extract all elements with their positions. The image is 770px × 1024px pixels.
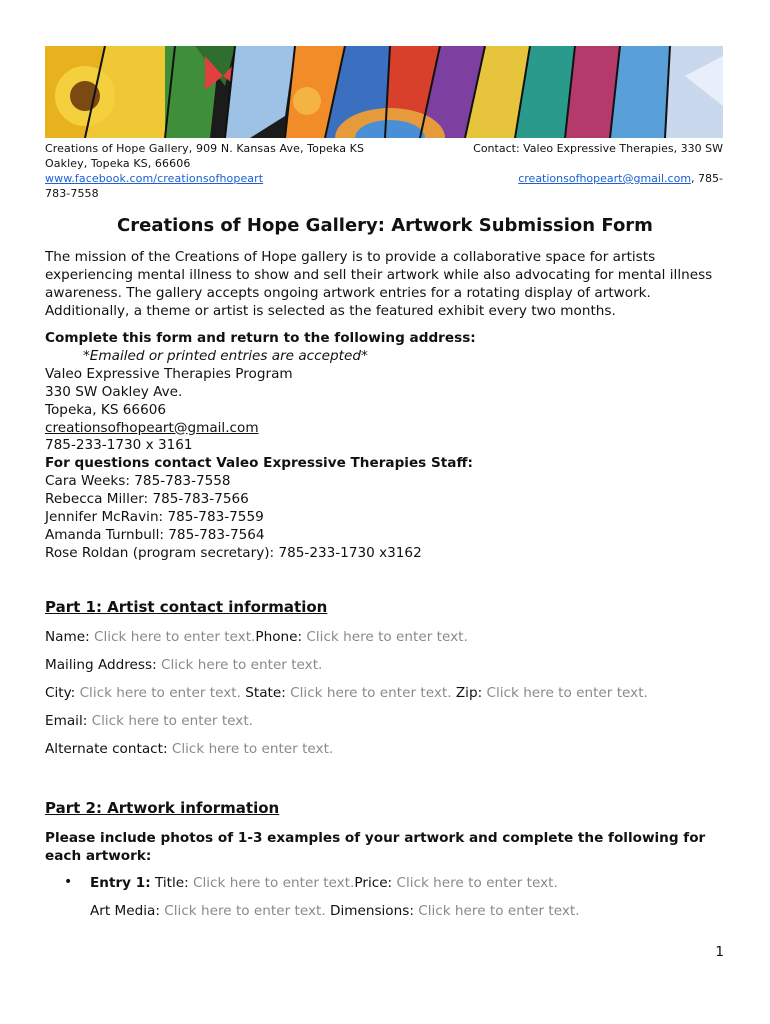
- entry1-row: [90, 875, 558, 891]
- zip-field[interactable]: Click here to enter text.: [486, 685, 648, 701]
- bullet-icon: •: [64, 874, 73, 890]
- header-contact-line: Contact: Valeo Expressive Therapies, 330 SW: [473, 142, 723, 155]
- mailing-row: [45, 657, 322, 673]
- mailing-label: Mailing Address:: [45, 657, 161, 673]
- alternate-contact-field[interactable]: Click here to enter text.: [171, 741, 334, 757]
- entry1-label: Entry 1:: [90, 875, 151, 891]
- address-line: Valeo Expressive Therapies Program: [45, 365, 293, 382]
- zip-label: Zip:: [451, 685, 487, 701]
- header-phone-prefix: , 785-: [691, 172, 723, 185]
- phone-field[interactable]: Click here to enter text.: [306, 629, 468, 645]
- dimensions-label: Dimensions:: [325, 903, 419, 919]
- email-field[interactable]: Click here to enter text.: [91, 713, 253, 729]
- address-heading: Complete this form and return to the following address:: [45, 330, 476, 346]
- staff-contact: Rose Roldan (program secretary): 785-233-1730 x3162: [45, 544, 422, 561]
- alternate-contact-row: [45, 741, 333, 757]
- address-phone: 785-233-1730 x 3161: [45, 437, 193, 454]
- part2-heading: Part 2: Artwork information: [45, 799, 280, 817]
- price-field[interactable]: Click here to enter text.: [396, 875, 558, 891]
- name-label: Name:: [45, 629, 95, 645]
- name-field[interactable]: Click here to enter text.: [94, 629, 256, 645]
- city-label: City:: [45, 685, 80, 701]
- header-left-block: [45, 141, 405, 201]
- title-label: Title:: [150, 875, 194, 891]
- questions-heading: For questions contact Valeo Expressive Therapies Staff:: [45, 455, 473, 472]
- header-address-line: Creations of Hope Gallery, 909 N. Kansas Ave, Topeka KS: [45, 142, 365, 155]
- state-field[interactable]: Click here to enter text.: [290, 685, 452, 701]
- facebook-link[interactable]: www.facebook.com/creationsofhopeart: [45, 172, 264, 185]
- header-address-line-2: Oakley, Topeka KS, 66606: [45, 157, 191, 170]
- mailing-address-field[interactable]: Click here to enter text.: [161, 657, 323, 673]
- address-block: [45, 330, 725, 563]
- artwork-instructions: Please include photos of 1-3 examples of your artwork and complete the following for each artwork:: [45, 830, 706, 864]
- submission-note: *Emailed or printed entries are accepted*: [83, 347, 368, 364]
- address-email-link[interactable]: creationsofhopeart@gmail.com: [45, 419, 259, 436]
- state-label: State:: [240, 685, 291, 701]
- mission-paragraph: The mission of the Creations of Hope gallery is to provide a collaborative space for artists experiencing mental illness to show and sell their artwork while also advocating for mental illness awareness. The gallery accepts ongoing artwork entries for a rotating display of artwork. Additionally, a theme or artist is selected as the featured exhibit every two months.: [45, 249, 713, 319]
- page-title: Creations of Hope Gallery: Artwork Submission Form: [117, 215, 653, 236]
- art-media-label: Art Media:: [90, 903, 165, 919]
- art-media-field[interactable]: Click here to enter text.: [164, 903, 326, 919]
- title-field[interactable]: Click here to enter text.: [193, 875, 355, 891]
- phone-label: Phone:: [255, 629, 307, 645]
- staff-contact: Rebecca Miller: 785-783-7566: [45, 491, 249, 508]
- page-number: 1: [715, 944, 724, 960]
- address-line: 330 SW Oakley Ave.: [45, 383, 183, 400]
- staff-contact: Jennifer McRavin: 785-783-7559: [45, 509, 264, 526]
- email-row: [45, 713, 253, 729]
- header-banner-image: [45, 46, 723, 138]
- alternate-contact-label: Alternate contact:: [45, 741, 172, 757]
- price-label: Price:: [354, 875, 397, 891]
- header-email-link[interactable]: creationsofhopeart@gmail.com: [518, 172, 692, 185]
- name-phone-row: [45, 629, 468, 645]
- staff-contact: Amanda Turnbull: 785-783-7564: [45, 526, 265, 543]
- header-phone-tail: 783-7558: [45, 187, 99, 200]
- city-field[interactable]: Click here to enter text.: [79, 685, 241, 701]
- address-line: Topeka, KS 66606: [45, 401, 167, 418]
- header-right-block: [383, 141, 723, 186]
- city-state-zip-row: [45, 685, 648, 701]
- staff-contact: Cara Weeks: 785-783-7558: [45, 473, 231, 490]
- email-label: Email:: [45, 713, 92, 729]
- part1-heading: Part 1: Artist contact information: [45, 598, 328, 616]
- dimensions-field[interactable]: Click here to enter text.: [418, 903, 580, 919]
- entry1-media-row: [90, 903, 580, 919]
